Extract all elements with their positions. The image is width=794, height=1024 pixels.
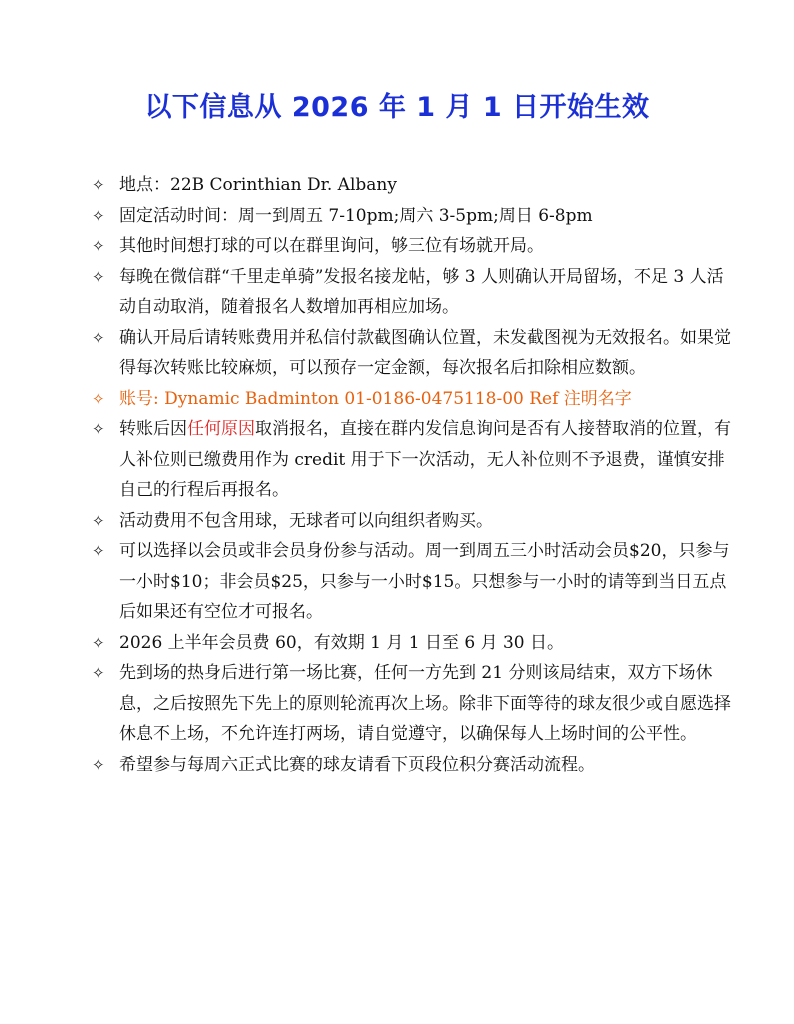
item-text: 地点：22B Corinthian Dr. Albany: [119, 175, 397, 195]
four-point-star-icon: ✧: [92, 206, 105, 225]
list-item-saturday: [92, 750, 732, 781]
four-point-star-icon: ✧: [92, 328, 105, 347]
emphasis-text: 任何原因: [187, 419, 255, 439]
item-text: 先到场的热身后进行第一场比赛，任何一方先到 21 分则该局结束，双方下场休息，之后按照先下先上的原则轮流再次上场。除非下面等待的球友很少或自愿选择休息不上场，不允许连打两场，请自觉遵守，以确保每人上场时间的公平性。: [119, 663, 731, 744]
item-text: 确认开局后请转账费用并私信付款截图确认位置，未发截图视为无效报名。如果觉得每次转账比较麻烦，可以预存一定金额，每次报名后扣除相应数额。: [119, 327, 731, 378]
four-point-star-icon: ✧: [92, 664, 105, 682]
four-point-star-icon: ✧: [92, 755, 105, 774]
four-point-star-icon: ✧: [92, 237, 105, 255]
list-item-membership: [92, 628, 732, 659]
four-point-star-icon: ✧: [92, 511, 105, 530]
list-item-shuttlecocks: [92, 506, 732, 537]
notice-list: [92, 170, 732, 780]
item-text: 2026 上半年会员费 60，有效期 1 月 1 日至 6 月 30 日。: [119, 632, 565, 653]
four-point-star-icon: ✧: [92, 542, 105, 560]
four-point-star-icon: ✧: [92, 389, 105, 408]
document-title: 以下信息从 2026 年 1 月 1 日开始生效: [144, 92, 650, 123]
item-text: 活动费用不包含用球，无球者可以向组织者购买。: [119, 510, 493, 531]
item-text: 固定活动时间：周一到周五 7-10pm;周六 3-5pm;周日 6-8pm: [119, 205, 593, 226]
list-item-game-rules: [92, 658, 732, 750]
item-text: 可以选择以会员或非会员身份参与活动。周一到周五三小时活动会员$20，只参与一小时$10；非会员$25，只参与一小时$15。只想参与一小时的请等到当日五点后如果还有空位才可报名。: [119, 541, 730, 622]
item-text: 每晚在微信群“千里走单骑”发报名接龙帖，够 3 人则确认开局留场，不足 3 人活动自动取消，随着报名人数增加再相应加场。: [119, 266, 724, 317]
four-point-star-icon: ✧: [92, 420, 105, 438]
list-item-cancellation: [92, 414, 732, 506]
list-item-other-times: [92, 231, 732, 262]
list-item-signup: [92, 262, 732, 323]
four-point-star-icon: ✧: [92, 267, 105, 286]
item-text: 其他时间想打球的可以在群里询问，够三位有场就开局。: [119, 236, 544, 256]
list-item-location: [92, 170, 732, 201]
item-text: 希望参与每周六正式比赛的球友请看下页段位积分赛活动流程。: [119, 754, 595, 775]
account-text: 账号: Dynamic Badminton 01-0186-0475118-00 Ref 注明名字: [119, 388, 632, 409]
four-point-star-icon: ✧: [92, 176, 105, 194]
list-item-schedule: [92, 201, 732, 232]
item-text-before: 转账后因: [119, 419, 187, 439]
list-item-account-number: [92, 384, 732, 415]
item-text-after: 取消报名，直接在群内发信息询问是否有人接替取消的位置，有人补位则已缴费用作为 credit 用于下一次活动，无人补位则不予退费，谨慎安排自己的行程后再报名。: [119, 419, 731, 500]
four-point-star-icon: ✧: [92, 633, 105, 652]
list-item-fees: [92, 536, 732, 628]
list-item-payment-confirm: [92, 323, 732, 384]
